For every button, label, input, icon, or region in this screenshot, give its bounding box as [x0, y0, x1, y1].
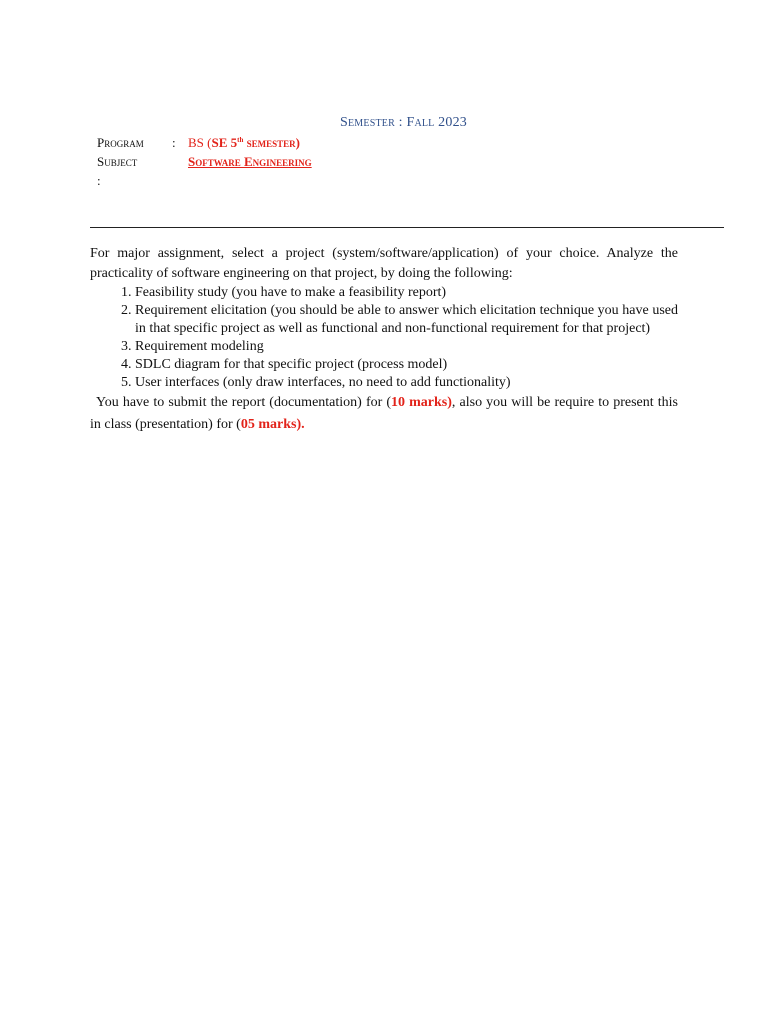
program-colon: : — [172, 135, 176, 150]
subject-label: Subject — [97, 154, 138, 169]
program-sup: th — [237, 136, 244, 144]
closing-paragraph — [90, 392, 678, 436]
report-marks: 10 marks) — [391, 395, 452, 410]
task-item-4: 4. SDLC diagram for that specific project (process model) — [135, 356, 678, 374]
semester-label: Semester — [340, 115, 395, 130]
program-suffix: semester) — [243, 135, 300, 150]
task-item-1: 1. Feasibility study (you have to make a feasibility report) — [135, 284, 678, 302]
subject-row — [97, 154, 312, 170]
program-row — [97, 135, 300, 151]
assignment-body — [90, 244, 678, 436]
semester-line — [340, 115, 467, 131]
closing-text-1: You have to submit the report (documentation) for ( — [96, 395, 392, 410]
task-item-2: 2. Requirement elicitation (you should be able to answer which elicitation technique you have used in that specific project as well as functional and non-functional requirement for that project) — [135, 302, 678, 338]
task-item-3: 3. Requirement modeling — [135, 338, 678, 356]
program-se: SE 5 — [211, 135, 238, 150]
program-label: Program — [97, 135, 144, 150]
subject-value: Software Engineering — [188, 154, 312, 169]
program-value — [188, 135, 300, 150]
presentation-marks: 05 marks). — [240, 417, 305, 432]
task-item-5: 5. User interfaces (only draw interfaces, no need to add functionality) — [135, 374, 678, 392]
semester-value: Fall 2023 — [406, 115, 467, 130]
closing-text-2: , also you will be require to present this in class (presentation) for ( — [90, 395, 678, 432]
intro-paragraph: For major assignment, select a project (system/software/application) of your choice. Analyze the practicality of software engineering on that project, by doing the following: — [90, 246, 678, 281]
task-list — [90, 284, 678, 392]
stray-colon: : — [97, 173, 101, 188]
program-prefix: BS ( — [188, 135, 212, 150]
horizontal-rule — [90, 227, 724, 228]
semester-colon: : — [398, 115, 403, 130]
